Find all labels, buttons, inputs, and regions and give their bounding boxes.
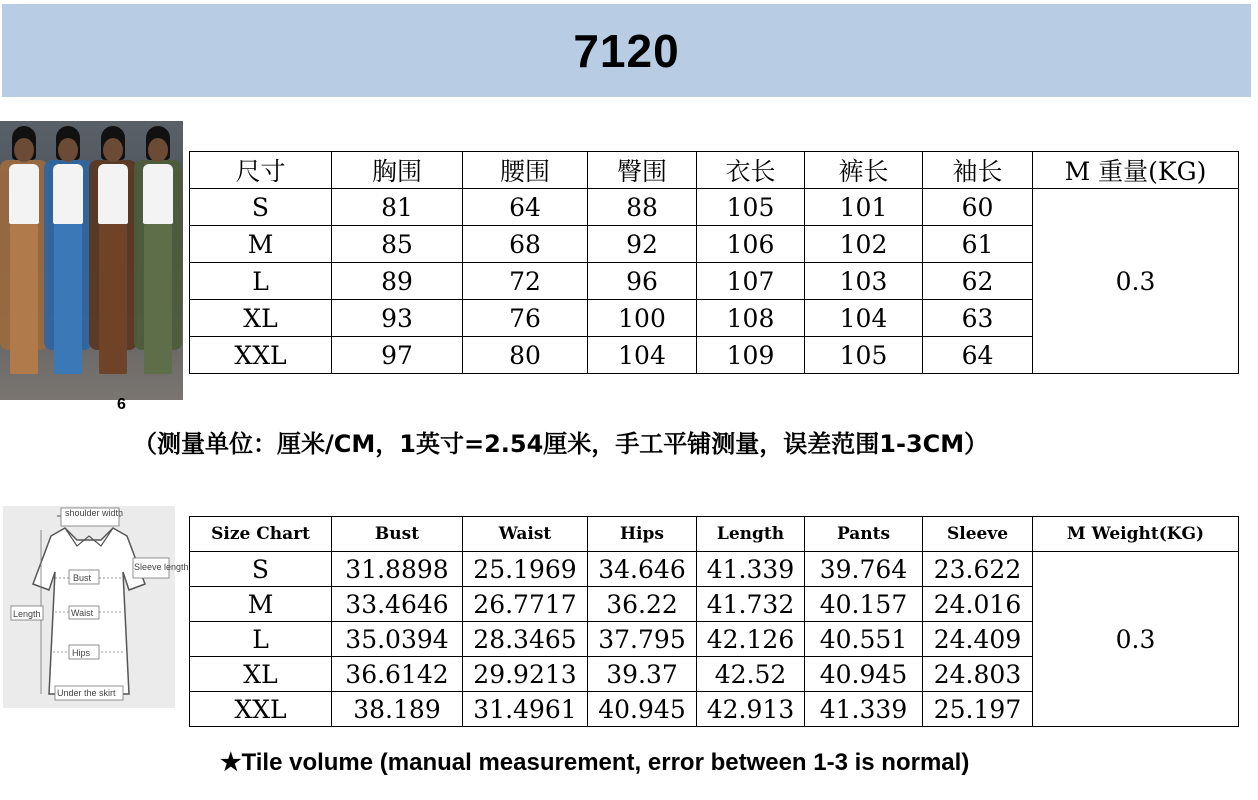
model-figure-3: [93, 130, 133, 400]
header-cell: M Weight(KG): [1033, 517, 1239, 552]
hips-label: Hips: [72, 648, 91, 658]
value-cell: 40.551: [805, 622, 923, 657]
value-cell: 105: [697, 189, 805, 226]
value-cell: 24.016: [923, 587, 1033, 622]
value-cell: 64: [923, 337, 1033, 374]
value-cell: 29.9213: [463, 657, 588, 692]
value-cell: 40.945: [805, 657, 923, 692]
value-cell: 97: [332, 337, 463, 374]
value-cell: 61: [923, 226, 1033, 263]
header-cell: 尺寸: [190, 152, 332, 189]
garment-diagram-svg: [3, 506, 189, 708]
value-cell: 23.622: [923, 552, 1033, 587]
weight-cell: 0.3: [1033, 189, 1239, 374]
model-figure-1: [4, 130, 44, 400]
size-table-inch: [189, 516, 1239, 727]
header-cell: Size Chart: [190, 517, 332, 552]
value-cell: 107: [697, 263, 805, 300]
value-cell: 37.795: [588, 622, 697, 657]
value-cell: 39.764: [805, 552, 923, 587]
value-cell: 109: [697, 337, 805, 374]
value-cell: 41.732: [697, 587, 805, 622]
value-cell: 39.37: [588, 657, 697, 692]
header-cell: 裤长: [805, 152, 923, 189]
value-cell: 24.803: [923, 657, 1033, 692]
size-cell: L: [190, 263, 332, 300]
value-cell: 101: [805, 189, 923, 226]
table-header-row: [190, 517, 1239, 552]
header-cell: 臀围: [588, 152, 697, 189]
value-cell: 64: [463, 189, 588, 226]
value-cell: 33.4646: [332, 587, 463, 622]
size-cell: S: [190, 552, 332, 587]
size-cell: M: [190, 226, 332, 263]
value-cell: 106: [697, 226, 805, 263]
value-cell: 35.0394: [332, 622, 463, 657]
value-cell: 108: [697, 300, 805, 337]
product-photo: [0, 121, 183, 400]
bust-label: Bust: [73, 573, 92, 583]
size-cell: S: [190, 189, 332, 226]
size-cell: M: [190, 587, 332, 622]
header-cell: 胸围: [332, 152, 463, 189]
value-cell: 40.157: [805, 587, 923, 622]
value-cell: 25.1969: [463, 552, 588, 587]
value-cell: 31.8898: [332, 552, 463, 587]
value-cell: 36.6142: [332, 657, 463, 692]
value-cell: 63: [923, 300, 1033, 337]
value-cell: 72: [463, 263, 588, 300]
table-row: [190, 189, 1239, 226]
size-cell: XXL: [190, 337, 332, 374]
size-cell: L: [190, 622, 332, 657]
value-cell: 42.913: [697, 692, 805, 727]
model-figure-2: [48, 130, 88, 400]
title-banner: [2, 4, 1251, 97]
table-row: [190, 552, 1239, 587]
value-cell: 104: [588, 337, 697, 374]
measurement-diagram: [3, 506, 189, 708]
waist-label: Waist: [71, 608, 94, 618]
value-cell: 85: [332, 226, 463, 263]
header-cell: Length: [697, 517, 805, 552]
value-cell: 34.646: [588, 552, 697, 587]
size-table-cm: [189, 151, 1239, 374]
value-cell: 38.189: [332, 692, 463, 727]
value-cell: 62: [923, 263, 1033, 300]
sleeve-length-label: Sleeve length: [134, 562, 189, 572]
value-cell: 89: [332, 263, 463, 300]
value-cell: 104: [805, 300, 923, 337]
value-cell: 26.7717: [463, 587, 588, 622]
hem-label: Under the skirt: [57, 688, 116, 698]
model-figure-4: [138, 130, 178, 400]
header-cell: 衣长: [697, 152, 805, 189]
value-cell: 36.22: [588, 587, 697, 622]
value-cell: 105: [805, 337, 923, 374]
value-cell: 100: [588, 300, 697, 337]
header-cell: 腰围: [463, 152, 588, 189]
header-cell: Pants: [805, 517, 923, 552]
product-code-title: 7120: [573, 24, 680, 77]
value-cell: 76: [463, 300, 588, 337]
value-cell: 81: [332, 189, 463, 226]
value-cell: 93: [332, 300, 463, 337]
value-cell: 31.4961: [463, 692, 588, 727]
header-cell: Sleeve: [923, 517, 1033, 552]
value-cell: 25.197: [923, 692, 1033, 727]
shoulder-width-label: shoulder width: [65, 508, 124, 518]
measurement-note-cn: （测量单位：厘米/CM，1英寸=2.54厘米，手工平铺测量，误差范围1-3CM）: [133, 430, 989, 458]
header-cell: Bust: [332, 517, 463, 552]
value-cell: 41.339: [805, 692, 923, 727]
header-cell: 袖长: [923, 152, 1033, 189]
size-cell: XL: [190, 300, 332, 337]
value-cell: 24.409: [923, 622, 1033, 657]
value-cell: 41.339: [697, 552, 805, 587]
header-cell: M 重量(KG): [1033, 152, 1239, 189]
table-header-row: [190, 152, 1239, 189]
length-label: Length: [13, 609, 41, 619]
value-cell: 92: [588, 226, 697, 263]
size-cell: XXL: [190, 692, 332, 727]
value-cell: 68: [463, 226, 588, 263]
header-cell: Waist: [463, 517, 588, 552]
weight-cell: 0.3: [1033, 552, 1239, 727]
value-cell: 42.126: [697, 622, 805, 657]
value-cell: 88: [588, 189, 697, 226]
value-cell: 96: [588, 263, 697, 300]
photo-index-label: 6: [117, 396, 126, 413]
value-cell: 103: [805, 263, 923, 300]
value-cell: 102: [805, 226, 923, 263]
value-cell: 28.3465: [463, 622, 588, 657]
value-cell: 60: [923, 189, 1033, 226]
size-cell: XL: [190, 657, 332, 692]
header-cell: Hips: [588, 517, 697, 552]
value-cell: 40.945: [588, 692, 697, 727]
measurement-note-en: ★Tile volume (manual measurement, error between 1-3 is normal): [220, 749, 970, 776]
value-cell: 42.52: [697, 657, 805, 692]
value-cell: 80: [463, 337, 588, 374]
